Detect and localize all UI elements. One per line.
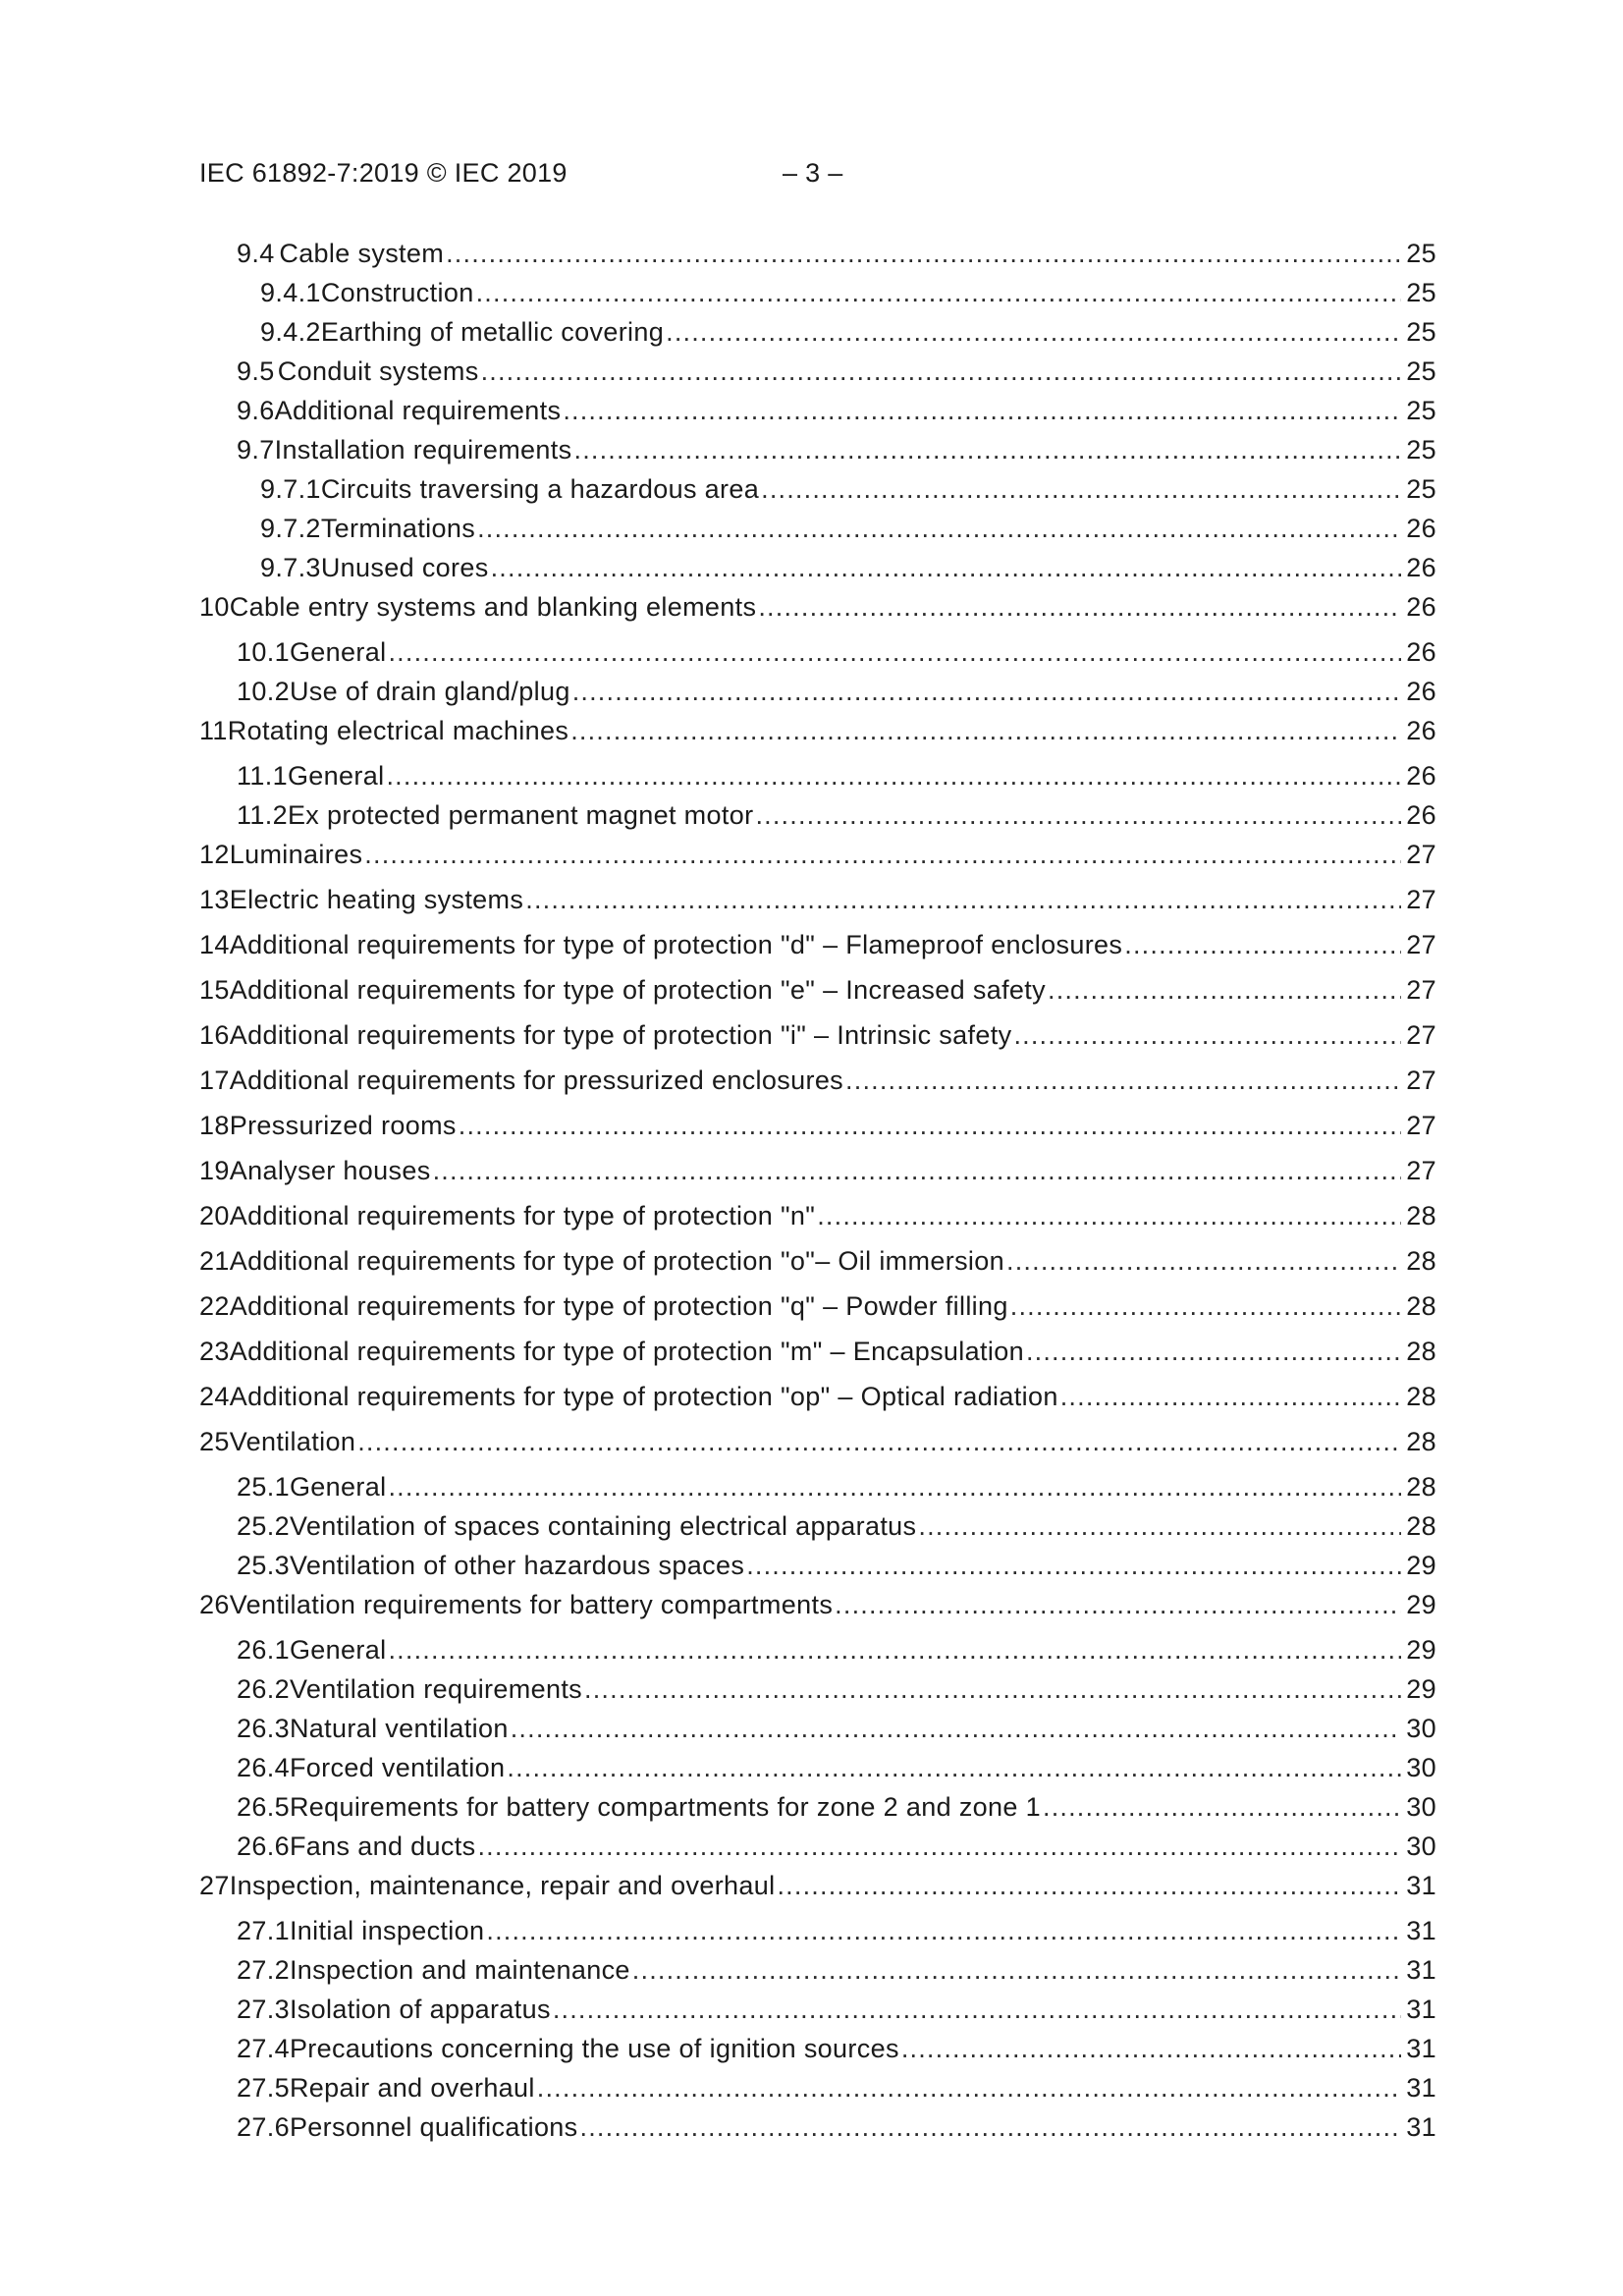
toc-entry[interactable] [199,796,1436,834]
toc-entry-title: Cable system [279,239,445,268]
toc-entry[interactable] [199,673,1436,710]
toc-dot-leader [537,2069,1401,2106]
toc-entry[interactable] [199,1867,1436,1904]
toc-entry[interactable] [199,1788,1436,1826]
toc-entry-title: Conduit systems [277,356,479,386]
toc-dot-leader [481,353,1401,390]
toc-entry-number: 11 [199,716,228,745]
toc-entry-page: 27 [1406,975,1436,1005]
toc-dot-leader [486,1912,1401,1949]
toc-entry-number: 27 [199,1871,230,1900]
toc-entry-title: Additional requirements for type of protection "e" – Increased safety [229,975,1046,1005]
toc-entry-number: 9.7 [237,435,275,465]
toc-entry-number: 27.1 [237,1916,290,1945]
toc-entry-title: Initial inspection [289,1916,485,1945]
toc-entry[interactable] [199,1152,1436,1189]
toc-dot-leader [491,549,1401,586]
toc-entry[interactable] [199,1670,1436,1708]
toc-entry-page: 28 [1406,1291,1436,1321]
toc-entry-title: Ventilation of spaces containing electrical apparatus [289,1511,917,1541]
toc-entry[interactable] [199,274,1436,311]
toc-entry-number: 11.2 [237,800,288,830]
toc-entry-title: Precautions concerning the use of ignition sources [289,2034,899,2063]
document-id: IEC 61892-7:2019 © IEC 2019 [199,158,568,188]
toc-entry-number: 27.6 [237,2112,290,2142]
toc-dot-leader [901,2030,1401,2067]
toc-dot-leader [477,510,1401,547]
toc-entry-number: 22 [199,1291,230,1321]
toc-entry-number: 17 [199,1066,230,1095]
toc-entry[interactable] [199,431,1436,468]
toc-entry-number: 19 [199,1156,230,1185]
toc-dot-leader [1048,971,1401,1009]
toc-entry-number: 27.4 [237,2034,290,2063]
toc-dot-leader [459,1107,1401,1144]
toc-entry-title: General [289,1472,387,1502]
toc-entry-page: 31 [1406,2112,1436,2142]
toc-entry[interactable] [199,1062,1436,1099]
toc-entry[interactable] [199,313,1436,351]
toc-dot-leader [574,431,1402,468]
toc-dot-leader [433,1152,1401,1189]
page-number: – 3 – [783,158,843,188]
toc-entry-page: 27 [1406,885,1436,914]
toc-entry-title: Natural ventilation [289,1714,509,1743]
toc-entry-title: Cable entry systems and blanking elements [229,592,757,622]
toc-entry-page: 25 [1406,356,1436,386]
toc-entry-page: 27 [1406,930,1436,959]
toc-entry[interactable] [199,1242,1436,1280]
toc-entry-title: Rotating electrical machines [227,716,569,745]
toc-dot-leader [1026,1333,1401,1370]
toc-entry[interactable] [199,1586,1436,1623]
toc-dot-leader [446,235,1401,272]
toc-entry[interactable] [199,2069,1436,2106]
toc-entry-number: 23 [199,1337,230,1366]
toc-entry-page: 27 [1406,1156,1436,1185]
toc-entry-title: Installation requirements [274,435,572,465]
toc-entry-page: 25 [1406,474,1436,504]
toc-entry-page: 26 [1406,677,1436,706]
toc-entry-title: Ventilation [229,1427,356,1456]
toc-entry-page: 30 [1406,1714,1436,1743]
toc-dot-leader [476,274,1401,311]
toc-entry-number: 9.4.1 [260,278,321,307]
toc-entry-number: 20 [199,1201,230,1230]
toc-entry-page: 31 [1406,1916,1436,1945]
toc-entry-title: Additional requirements for type of protection "d" – Flameproof enclosures [229,930,1123,959]
toc-entry[interactable] [199,470,1436,508]
toc-entry-page: 30 [1406,1831,1436,1861]
toc-entry[interactable] [199,1016,1436,1054]
toc-dot-leader [1060,1378,1401,1415]
toc-entry-number: 10.1 [237,637,290,667]
toc-entry-page: 28 [1406,1427,1436,1456]
toc-entry-number: 14 [199,930,230,959]
toc-entry-page: 26 [1406,761,1436,791]
toc-entry-title: General [287,761,385,791]
toc-entry-title: Unused cores [320,553,489,582]
toc-dot-leader [817,1197,1401,1234]
toc-entry-page: 27 [1406,840,1436,869]
toc-dot-leader [511,1710,1401,1747]
toc-entry-title: Construction [320,278,474,307]
toc-entry-title: Ventilation requirements for battery compartments [229,1590,834,1619]
toc-entry-page: 26 [1406,800,1436,830]
toc-entry-number: 26.2 [237,1674,290,1704]
toc-entry-title: General [289,637,387,667]
toc-entry-page: 27 [1406,1066,1436,1095]
toc-entry-title: Additional requirements for type of protection "o"– Oil immersion [229,1246,1005,1276]
toc-entry[interactable] [199,1107,1436,1144]
toc-entry[interactable] [199,971,1436,1009]
toc-entry-page: 25 [1406,317,1436,347]
toc-entry-number: 26.4 [237,1753,290,1782]
toc-entry-page: 25 [1406,396,1436,425]
toc-entry-page: 26 [1406,514,1436,543]
toc-entry-title: Additional requirements for type of protection "m" – Encapsulation [229,1337,1024,1366]
toc-entry-page: 30 [1406,1792,1436,1822]
toc-entry-page: 28 [1406,1472,1436,1502]
toc-entry[interactable] [199,836,1436,873]
toc-entry-title: Luminaires [229,840,363,869]
toc-entry-page: 30 [1406,1753,1436,1782]
toc-entry[interactable] [199,757,1436,794]
toc-entry-title: Electric heating systems [229,885,524,914]
toc-entry-title: Ventilation of other hazardous spaces [289,1551,745,1580]
toc-entry-number: 27.2 [237,1955,290,1985]
page-header [199,158,1436,197]
toc-entry[interactable] [199,712,1436,749]
toc-entry-number: 26.3 [237,1714,290,1743]
toc-dot-leader [570,712,1401,749]
toc-entry-title: Isolation of apparatus [289,1995,551,2024]
toc-dot-leader [388,633,1401,671]
toc-dot-leader [507,1749,1401,1786]
toc-dot-leader [584,1670,1401,1708]
toc-entry-page: 29 [1406,1590,1436,1619]
toc-dot-leader [525,881,1401,918]
toc-dot-leader [563,392,1401,429]
toc-entry-number: 9.5 [237,356,275,386]
toc-entry-page: 28 [1406,1337,1436,1366]
toc-entry-page: 27 [1406,1020,1436,1050]
toc-entry-page: 28 [1406,1382,1436,1411]
toc-entry-number: 18 [199,1111,230,1140]
toc-entry[interactable] [199,1749,1436,1786]
toc-entry-number: 26.6 [237,1831,290,1861]
toc-entry[interactable] [199,549,1436,586]
toc-entry-number: 26 [199,1590,230,1619]
toc-dot-leader [364,836,1401,873]
toc-entry[interactable] [199,926,1436,963]
toc-entry[interactable] [199,235,1436,272]
toc-entry[interactable] [199,2108,1436,2146]
toc-entry-page: 26 [1406,553,1436,582]
toc-entry-number: 9.6 [237,396,275,425]
toc-entry-number: 9.7.3 [260,553,321,582]
toc-entry-number: 24 [199,1382,230,1411]
toc-dot-leader [580,2108,1401,2146]
toc-dot-leader [758,588,1401,626]
toc-entry-title: Ventilation requirements [289,1674,583,1704]
toc-entry-title: Use of drain gland/plug [289,677,570,706]
toc-entry[interactable] [199,1507,1436,1545]
toc-dot-leader [777,1867,1401,1904]
toc-entry-number: 27.3 [237,1995,290,2024]
toc-entry-number: 27.5 [237,2073,290,2103]
toc-entry-number: 15 [199,975,230,1005]
toc-entry-title: Inspection and maintenance [289,1955,630,1985]
toc-entry-number: 10 [199,592,230,622]
toc-entry-title: Fans and ducts [289,1831,476,1861]
toc-entry[interactable] [199,1991,1436,2028]
toc-entry[interactable] [199,2030,1436,2067]
toc-entry-title: Requirements for battery compartments for zone 2 and zone 1 [289,1792,1041,1822]
toc-entry[interactable] [199,1468,1436,1505]
toc-dot-leader [1010,1287,1401,1325]
toc-dot-leader [666,313,1401,351]
toc-dot-leader [386,757,1401,794]
toc-entry-page: 25 [1406,278,1436,307]
toc-entry[interactable] [199,353,1436,390]
toc-entry-page: 28 [1406,1201,1436,1230]
toc-entry-title: Personnel qualifications [289,2112,578,2142]
toc-entry[interactable] [199,1710,1436,1747]
toc-entry[interactable] [199,633,1436,671]
toc-entry-number: 9.4 [237,239,275,268]
toc-entry-page: 29 [1406,1551,1436,1580]
toc-entry-number: 26.5 [237,1792,290,1822]
toc-entry[interactable] [199,1287,1436,1325]
toc-entry[interactable] [199,1547,1436,1584]
toc-entry[interactable] [199,881,1436,918]
toc-entry[interactable] [199,1197,1436,1234]
toc-entry-number: 9.4.2 [260,317,321,347]
toc-dot-leader [1013,1016,1401,1054]
toc-entry[interactable] [199,392,1436,429]
toc-entry-title: Analyser houses [229,1156,431,1185]
toc-entry-number: 9.7.1 [260,474,321,504]
toc-entry-title: Additional requirements for type of protection "q" – Powder filling [229,1291,1008,1321]
toc-entry-page: 31 [1406,2073,1436,2103]
toc-dot-leader [388,1631,1401,1668]
toc-entry-page: 31 [1406,2034,1436,2063]
toc-entry-title: Repair and overhaul [289,2073,535,2103]
toc-entry-title: Circuits traversing a hazardous area [320,474,760,504]
toc-entry[interactable] [199,588,1436,626]
toc-entry[interactable] [199,1951,1436,1989]
toc-dot-leader [553,1991,1401,2028]
toc-entry[interactable] [199,1333,1436,1370]
toc-entry-title: Pressurized rooms [229,1111,457,1140]
toc-entry-title: Earthing of metallic covering [320,317,665,347]
toc-dot-leader [918,1507,1401,1545]
toc-entry-page: 27 [1406,1111,1436,1140]
toc-entry[interactable] [199,1912,1436,1949]
toc-entry-title: Inspection, maintenance, repair and overhaul [229,1871,776,1900]
toc-entry-page: 26 [1406,716,1436,745]
toc-dot-leader [746,1547,1401,1584]
toc-entry-number: 21 [199,1246,230,1276]
toc-entry-title: Additional requirements for pressurized enclosures [229,1066,844,1095]
toc-entry-title: Additional requirements for type of protection "i" – Intrinsic safety [229,1020,1012,1050]
toc-entry-number: 25.1 [237,1472,290,1502]
toc-entry-page: 31 [1406,1955,1436,1985]
toc-entry[interactable] [199,510,1436,547]
toc-entry-page: 26 [1406,637,1436,667]
toc-entry-page: 26 [1406,592,1436,622]
toc-entry[interactable] [199,1631,1436,1668]
toc-entry-title: Additional requirements [274,396,562,425]
toc-entry-number: 10.2 [237,677,290,706]
toc-dot-leader [357,1423,1401,1460]
toc-entry-title: General [289,1635,387,1665]
toc-entry-page: 28 [1406,1511,1436,1541]
toc-dot-leader [1043,1788,1401,1826]
toc-entry[interactable] [199,1378,1436,1415]
toc-dot-leader [761,470,1401,508]
toc-entry-title: Additional requirements for type of protection "n" [229,1201,816,1230]
toc-entry-title: Terminations [320,514,476,543]
toc-entry-page: 29 [1406,1674,1436,1704]
toc-entry-title: Additional requirements for type of protection "op" – Optical radiation [229,1382,1058,1411]
toc-entry-page: 25 [1406,435,1436,465]
toc-entry[interactable] [199,1828,1436,1865]
toc-dot-leader [1006,1242,1401,1280]
toc-entry-number: 13 [199,885,230,914]
toc-entry-number: 16 [199,1020,230,1050]
toc-entry-title: Ex protected permanent magnet motor [287,800,754,830]
toc-dot-leader [477,1828,1401,1865]
toc-entry-page: 28 [1406,1246,1436,1276]
toc-entry-title: Forced ventilation [289,1753,506,1782]
toc-entry-page: 25 [1406,239,1436,268]
toc-dot-leader [388,1468,1401,1505]
toc-entry-number: 12 [199,840,230,869]
toc-entry-number: 9.7.2 [260,514,321,543]
toc-entry[interactable] [199,1423,1436,1460]
toc-entry-page: 31 [1406,1995,1436,2024]
toc-dot-leader [632,1951,1401,1989]
toc-entry-number: 25.3 [237,1551,290,1580]
toc-dot-leader [572,673,1401,710]
toc-entry-number: 26.1 [237,1635,290,1665]
toc-dot-leader [1124,926,1401,963]
toc-entry-page: 29 [1406,1635,1436,1665]
toc-dot-leader [835,1586,1401,1623]
toc-dot-leader [755,796,1401,834]
toc-entry-number: 25 [199,1427,230,1456]
toc-entry-number: 11.1 [237,761,288,791]
toc-entry-number: 25.2 [237,1511,290,1541]
toc-dot-leader [845,1062,1401,1099]
toc-entry-page: 31 [1406,1871,1436,1900]
